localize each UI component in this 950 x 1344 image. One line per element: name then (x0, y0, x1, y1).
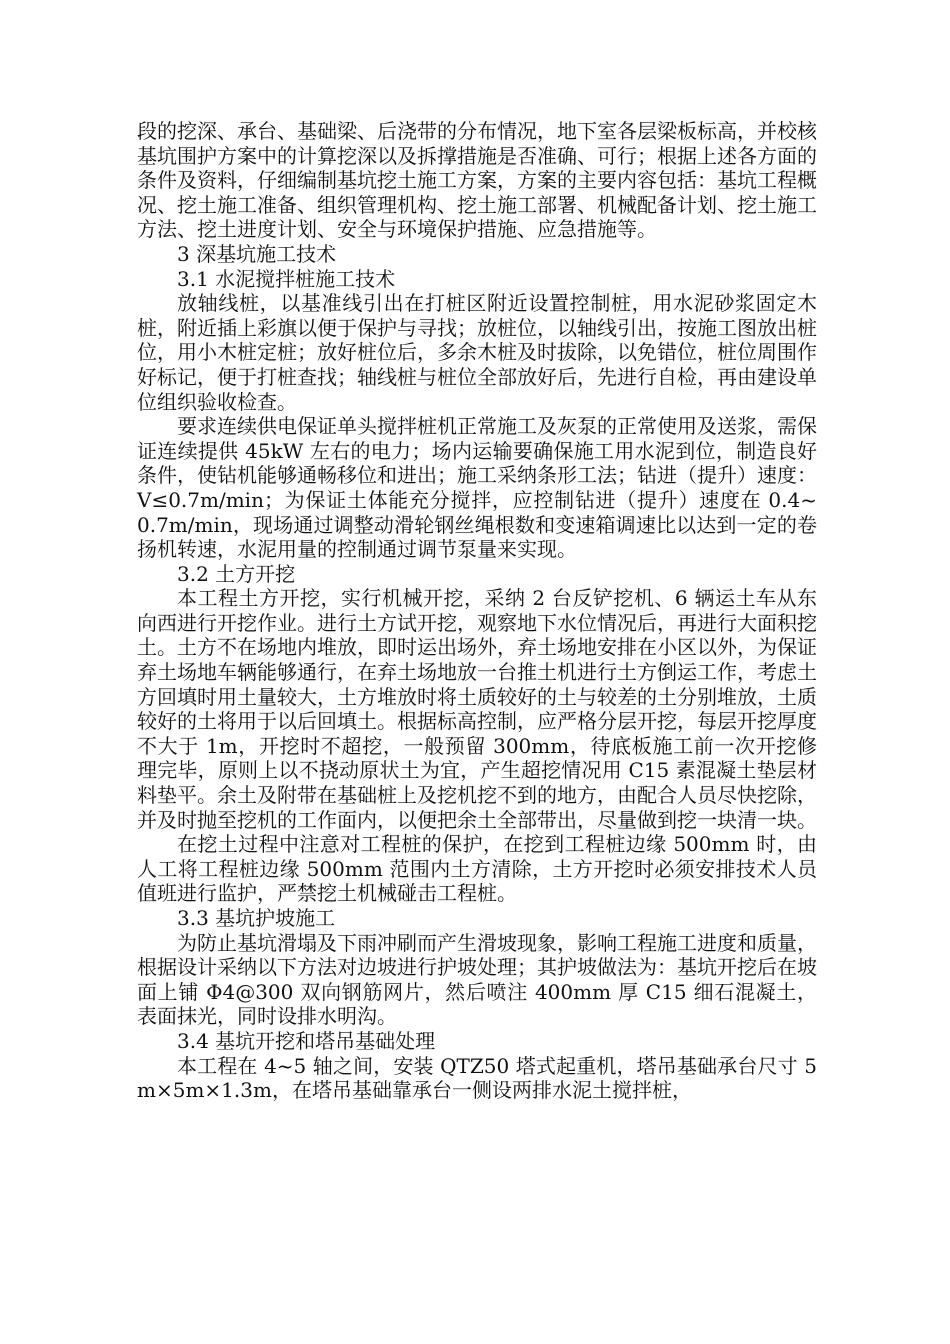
paragraph-axis-piles: 放轴线桩，以基准线引出在打桩区附近设置控制桩，用水泥砂浆固定木桩，附近插上彩旗以便于保护与寻找；放桩位，以轴线引出，按施工图放出桩位，用小木桩定桩；放好桩位后，多余木桩及时拔除，以免错位，桩位周围作好标记，便于打桩查找；轴线桩与桩位全部放好后，先进行自检，再由建设单位组织验收检查。 (137, 291, 817, 414)
section-heading-3-4: 3.4 基坑开挖和塔吊基础处理 (177, 1028, 436, 1053)
section-heading-3-3: 3.3 基坑护坡施工 (177, 906, 336, 930)
section-heading-3-2: 3.2 土方开挖 (177, 561, 296, 586)
paragraph-power-supply: 要求连续供电保证单头搅拌桩机正常施工及灰泵的正常使用及送浆，需保证连续提供 45kW 左右的电力；场内运输要确保施工用水泥到位，制造良好条件，使钻机能够通畅移位和进出；施工采纳条形工法；钻进（提升）速度：V≤0.7m/min；为保证土体能充分搅拌，应控制钻进（提升）速度在 0.4~0.7m/min，现场通过调整动滑轮钢丝绳根数和变速箱调速比以达到一定的卷扬机转速，水泥用量的控制通过调节泵量来实现。 (137, 414, 817, 562)
document-body (137, 119, 817, 1103)
paragraph-slope-protection: 为防止基坑滑塌及下雨冲刷而产生滑坡现象，影响工程施工进度和质量，根据设计采纳以下方法对边坡进行护坡处理；其护坡做法为：基坑开挖后在坡面上铺 Φ4@300 双向钢筋网片，然后喷注 400mm 厚 C15 细石混凝土，表面抹光，同时设排水明沟。 (137, 930, 817, 1029)
section-heading-3-1: 3.1 水泥搅拌桩施工技术 (177, 266, 396, 291)
paragraph-earth-excavation: 本工程土方开挖，实行机械开挖，采纳 2 台反铲挖机、6 辆运土车从东向西进行开挖作业。进行土方试开挖，观察地下水位情况后，再进行大面积挖土。土方不在场地内堆放，即时运出场外，弃土场地安排在小区以外，为保证弃土场地车辆能够通行，在弃土场地放一台推土机进行土方倒运工作，考虑土方回填时用土量较大，土方堆放时将土质较好的土与较差的土分别堆放，土质较好的土将用于以后回填土。根据标高控制，应严格分层开挖，每层开挖厚度不大于 1m，开挖时不超挖，一般预留 300mm，待底板施工前一次开挖修理完毕，原则上以不挠动原状土为宜，产生超挖情况用 C15 素混凝土垫层材料垫平。余土及附带在基础桩上及挖机挖不到的地方，由配合人员尽快挖除，并及时抛至挖机的工作面内，以便把余土全部带出，尽量做到挖一块清一块。 (137, 586, 817, 832)
paragraph-continued: 段的挖深、承台、基础梁、后浇带的分布情况，地下室各层梁板标高，并校核基坑围护方案中的计算挖深以及拆撑措施是否准确、可行；根据上述各方面的条件及资料，仔细编制基坑挖土施工方案，方案的主要内容包括：基坑工程概况、挖土施工准备、组织管理机构、挖土施工部署、机械配备计划、挖土施工方法、挖土进度计划、安全与环境保护措施、应急措施等。 (137, 119, 817, 242)
paragraph-tower-crane: 本工程在 4~5 轴之间，安装 QTZ50 塔式起重机，塔吊基础承台尺寸 5m×5m×1.3m，在塔吊基础靠承台一侧设两排水泥土搅拌桩， (137, 1053, 817, 1103)
paragraph-pile-protection: 在挖土过程中注意对工程桩的保护，在挖到工程桩边缘 500mm 时，由人工将工程桩边缘 500mm 范围内土方清除，土方开挖时必须安排技术人员值班进行监护，严禁挖土机械碰击工程桩。 (137, 832, 817, 906)
section-heading-3: 3 深基坑施工技术 (177, 241, 337, 266)
